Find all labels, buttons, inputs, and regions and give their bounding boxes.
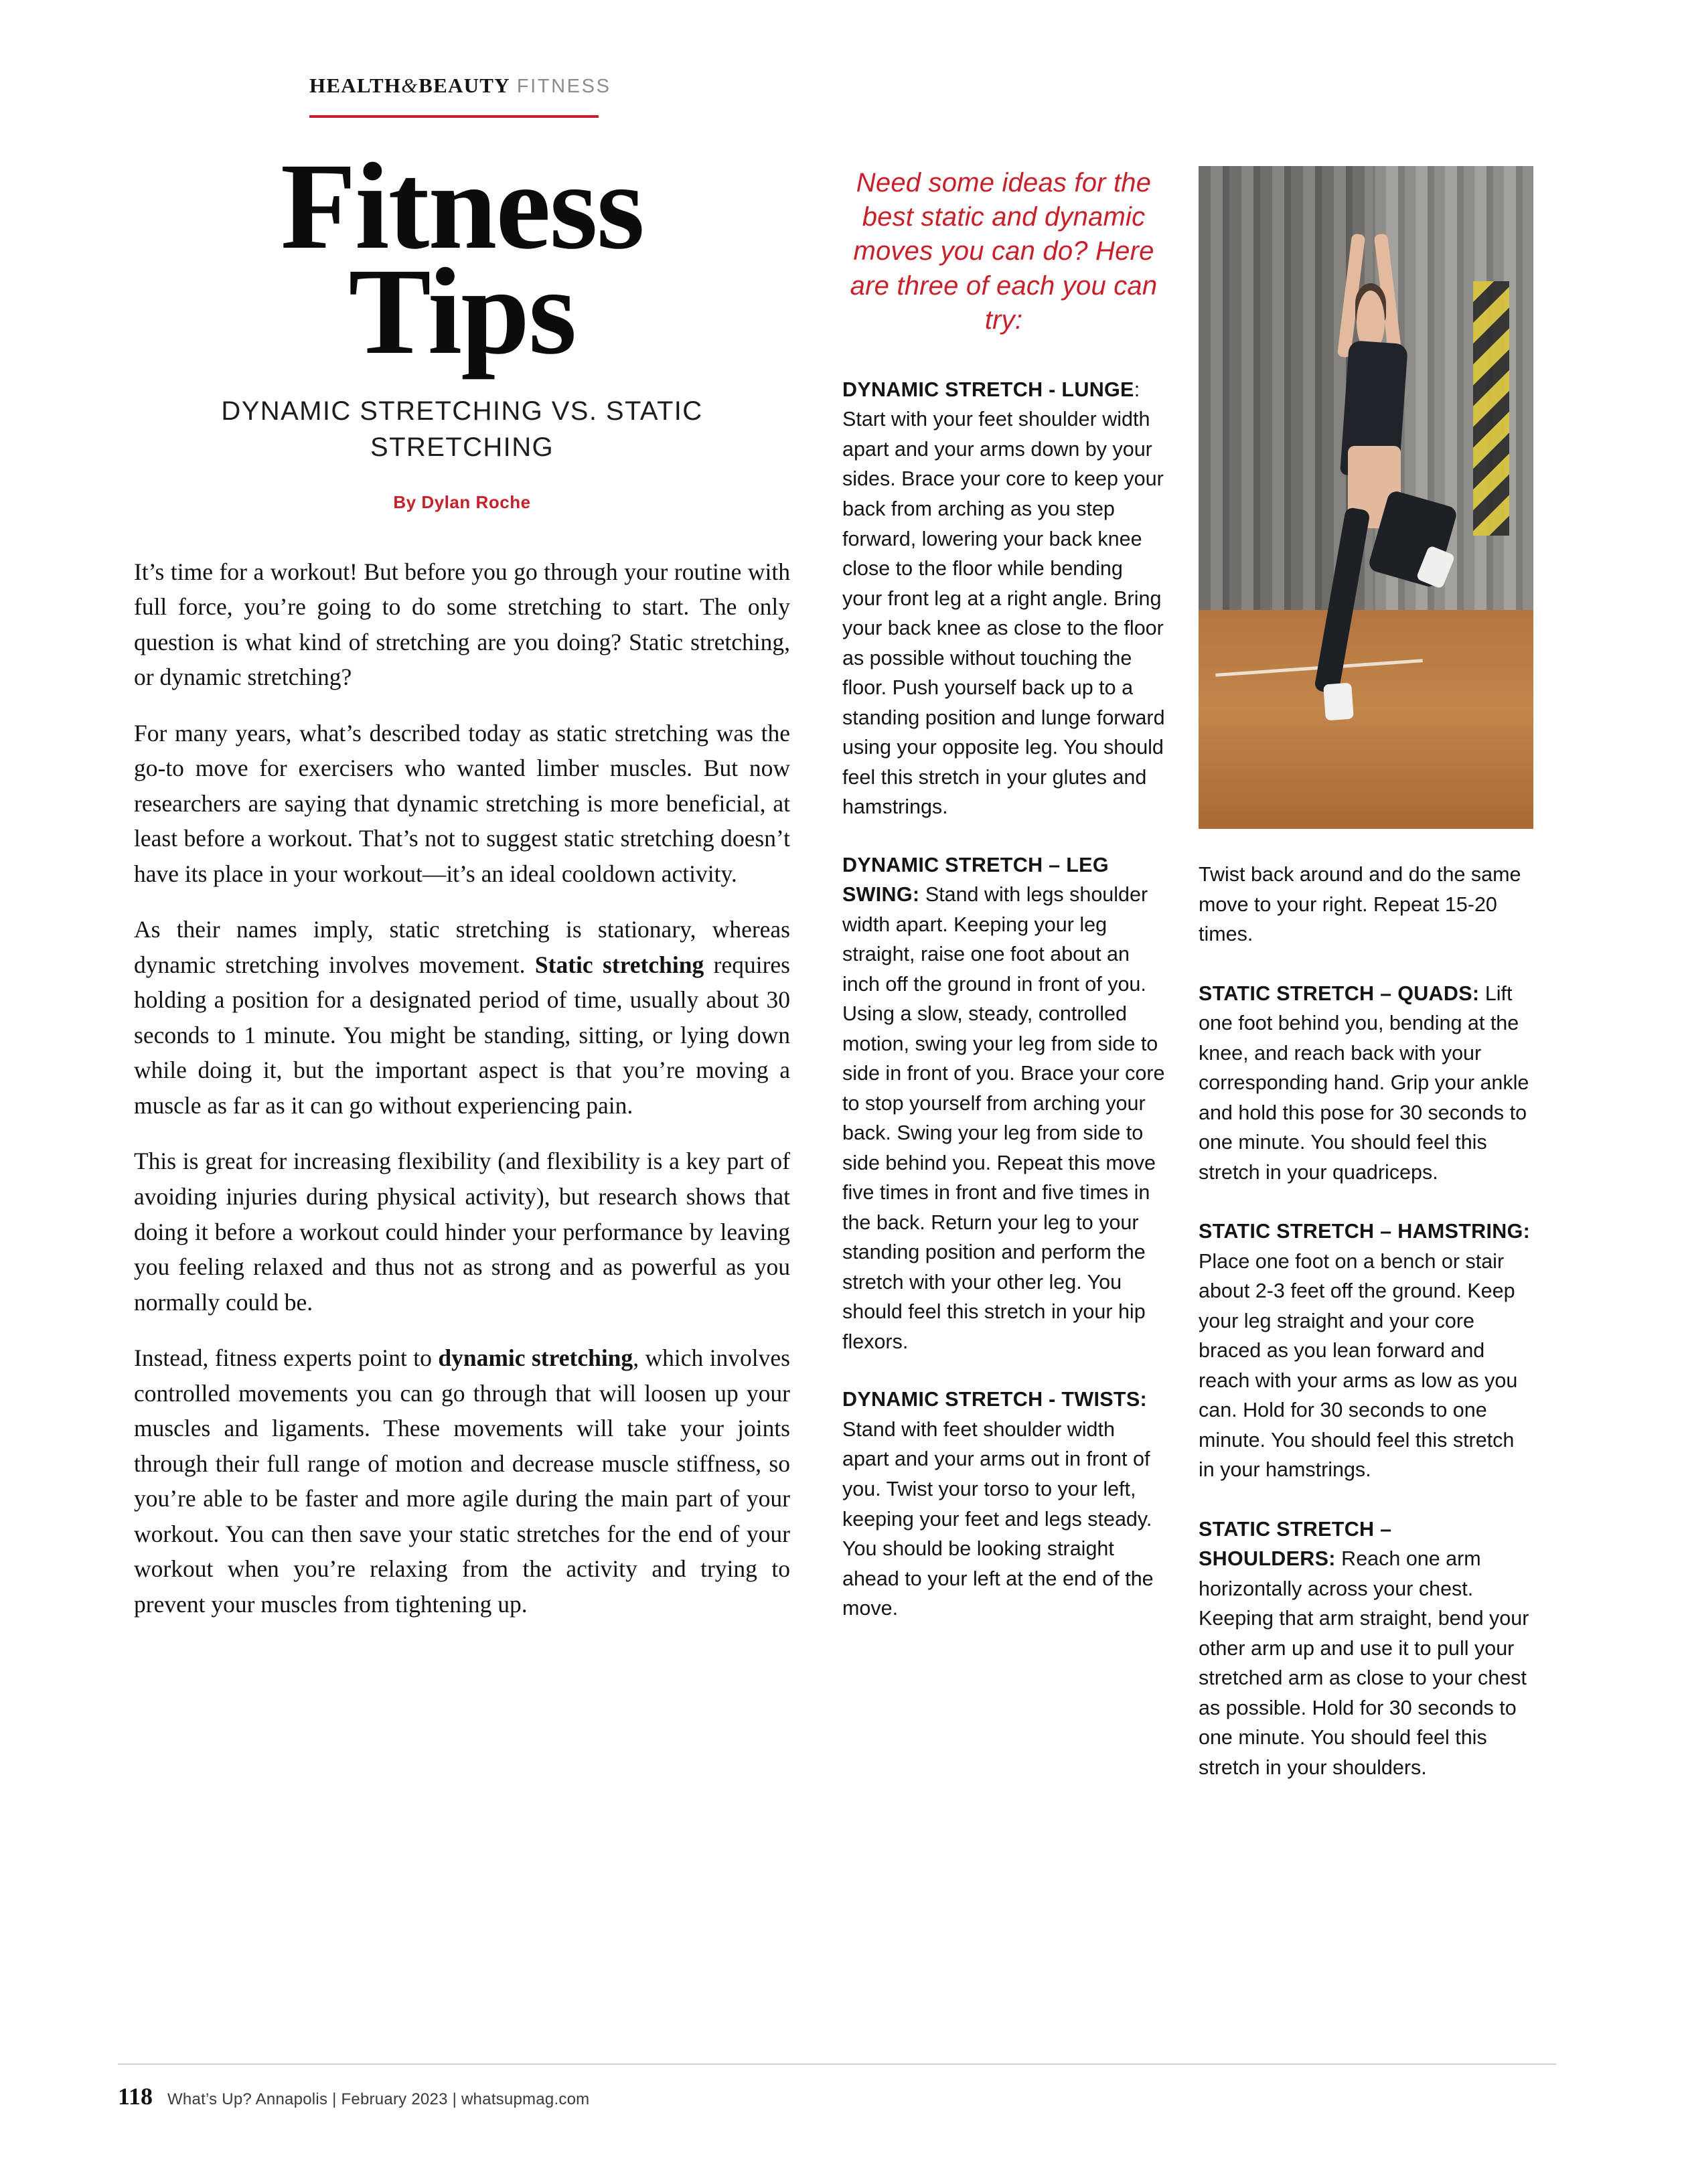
fitness-photo bbox=[1199, 166, 1533, 829]
middle-column bbox=[842, 166, 1165, 1624]
body-paragraph bbox=[134, 1340, 790, 1622]
photo-figure-leg-front bbox=[1314, 507, 1371, 694]
page-title-line2: Tips bbox=[348, 243, 576, 381]
page-footer bbox=[118, 2082, 589, 2110]
footer-divider bbox=[118, 2063, 1556, 2065]
kicker-ampersand: & bbox=[401, 74, 419, 97]
right-column bbox=[1199, 166, 1533, 1782]
folio-page-number: 118 bbox=[118, 2083, 153, 2110]
tip-item bbox=[842, 850, 1165, 1357]
tip-label: DYNAMIC STRETCH - LUNGE bbox=[842, 378, 1134, 401]
paragraph-text: As their names imply, static stretching is stationary, whereas dynamic stretching involves movement. bbox=[134, 916, 790, 978]
paragraph-text: requires holding a position for a designated period of time, usually about 30 seconds to 1 minute. You might be standing, sitting, or lying down while doing it, but the important aspect is that you’re moving a muscle as far as it can go without experiencing pain. bbox=[134, 951, 790, 1119]
section-kicker bbox=[309, 74, 611, 98]
tip-item bbox=[1199, 1514, 1533, 1783]
paragraph-text: Instead, fitness experts point to bbox=[134, 1344, 439, 1372]
tip-text: Stand with legs shoulder width apart. Keeping your leg straight, raise one foot about an inch off the ground in front of you. Using a slow, steady, controlled motion, swing your leg from side to side in front of you. Brace your core to stop yourself from arching your back. Swing your leg from side to side behind you. Repeat this move five times in front and five times in the back. Return your leg to your standing position and perform the stretch with your other leg. You should feel this stretch in your hip flexors. bbox=[842, 883, 1165, 1353]
paragraph-text: , which involves controlled movements you can go through that will loosen up your muscles and ligaments. These movements will take your joints through their full range of motion and decrease muscle stiffness, so you’re able to be faster and more agile during the main part of your workout. You can then save your static stretches for the end of your workout when you’re relaxing from the activity and trying to prevent your muscles from tightening up. bbox=[134, 1344, 790, 1618]
body-paragraph bbox=[134, 912, 790, 1123]
kicker-line bbox=[309, 74, 611, 98]
tip-item bbox=[1199, 860, 1533, 949]
tip-text: Place one foot on a bench or stair about 2-3 feet off the ground. Keep your leg straight and your core braced as you lean forward and reach with your arms as low as you can. Hold for 30 seconds to one minute. You should feel this stretch in your hamstrings. bbox=[1199, 1249, 1518, 1482]
tip-item bbox=[842, 375, 1165, 822]
paragraph-emphasis: Static stretching bbox=[534, 951, 704, 978]
article-byline: By Dylan Roche bbox=[393, 491, 531, 512]
kicker-rule bbox=[309, 115, 599, 118]
kicker-beauty: BEAUTY bbox=[418, 74, 510, 97]
body-paragraph: It’s time for a workout! But before you go through your routine with full force, you’re going to do some stretching to start. The only question is what kind of stretching are you doing? Static stretching, or dynamic stretching? bbox=[134, 558, 790, 691]
article-deck: DYNAMIC STRETCHING VS. STATIC STRETCHING bbox=[221, 396, 703, 462]
body-paragraph: This is great for increasing flexibility (and flexibility is a key part of avoiding injuries during physical activity), but research shows that doing it before a workout could hinder your performance by leaving you feeling relaxed and thus not as strong and as powerful as you normally could be. bbox=[134, 1148, 790, 1316]
tip-item bbox=[842, 1385, 1165, 1623]
footer-publication-info: What’s Up? Annapolis | February 2023 | whatsupmag.com bbox=[167, 2090, 590, 2108]
kicker-section-name: FITNESS bbox=[516, 76, 611, 97]
tip-text: Stand with feet shoulder width apart and your arms out in front of you. Twist your torso to your left, keeping your feet and legs steady. You should be looking straight ahead to your left at the end of the move. bbox=[842, 1417, 1154, 1620]
tip-label: DYNAMIC STRETCH - TWISTS: bbox=[842, 1388, 1147, 1411]
tip-label: DYNAMIC STRETCH – LEG SWING: bbox=[842, 853, 1109, 907]
tip-label-suffix: : bbox=[1134, 378, 1140, 401]
tip-text: Start with your feet shoulder width apart and your arms down by your sides. Brace your core to keep your back from arching as you step forward, lowering your back knee close to the floor while bending your front leg at a right angle. Bring your back knee as close to the floor as possible without touching the floor. Push yourself back up to a standing position and lunge forward using your opposite leg. You should feel this stretch in your glutes and hamstrings. bbox=[842, 408, 1165, 819]
tip-label: STATIC STRETCH – SHOULDERS: bbox=[1199, 1517, 1392, 1571]
tip-text: Reach one arm horizontally across your chest. Keeping that arm straight, bend your other arm up and use it to pull your stretched arm as close to your chest as possible. Hold for 30 seconds to one minute. You should feel this stretch in your shoulders. bbox=[1199, 1547, 1529, 1779]
page-title-line1: Fitness bbox=[280, 138, 644, 275]
page-title bbox=[134, 138, 790, 381]
article-body bbox=[134, 554, 790, 1622]
left-column bbox=[134, 138, 790, 1622]
paragraph-emphasis: dynamic stretching bbox=[438, 1344, 633, 1372]
tip-item bbox=[1199, 1217, 1533, 1485]
photo-hazard-stripe bbox=[1473, 281, 1509, 536]
body-paragraph: For many years, what’s described today as static stretching was the go-to move for exercisers who wanted limber muscles. But now researchers are saying that dynamic stretching is more beneficial, at least before a workout. That’s not to suggest static stretching doesn’t have its place in your workout—it’s an ideal cooldown activity. bbox=[134, 719, 790, 887]
tip-label: STATIC STRETCH – HAMSTRING: bbox=[1199, 1220, 1531, 1243]
photo-figure bbox=[1312, 239, 1460, 756]
photo-figure-shoe-front bbox=[1323, 683, 1353, 721]
tip-label: STATIC STRETCH – QUADS: bbox=[1199, 982, 1480, 1005]
kicker-health: HEALTH bbox=[309, 74, 402, 97]
tip-text: Twist back around and do the same move to your right. Repeat 15-20 times. bbox=[1199, 863, 1521, 946]
tip-text: Lift one foot behind you, bending at the knee, and reach back with your corresponding hand. Grip your ankle and hold this pose for 30 seconds to one minute. You should feel this stretch in your quadriceps. bbox=[1199, 982, 1529, 1184]
sidebar-intro: Need some ideas for the best static and dynamic moves you can do? Here are three of each you can try: bbox=[850, 168, 1158, 335]
tip-item bbox=[1199, 979, 1533, 1188]
